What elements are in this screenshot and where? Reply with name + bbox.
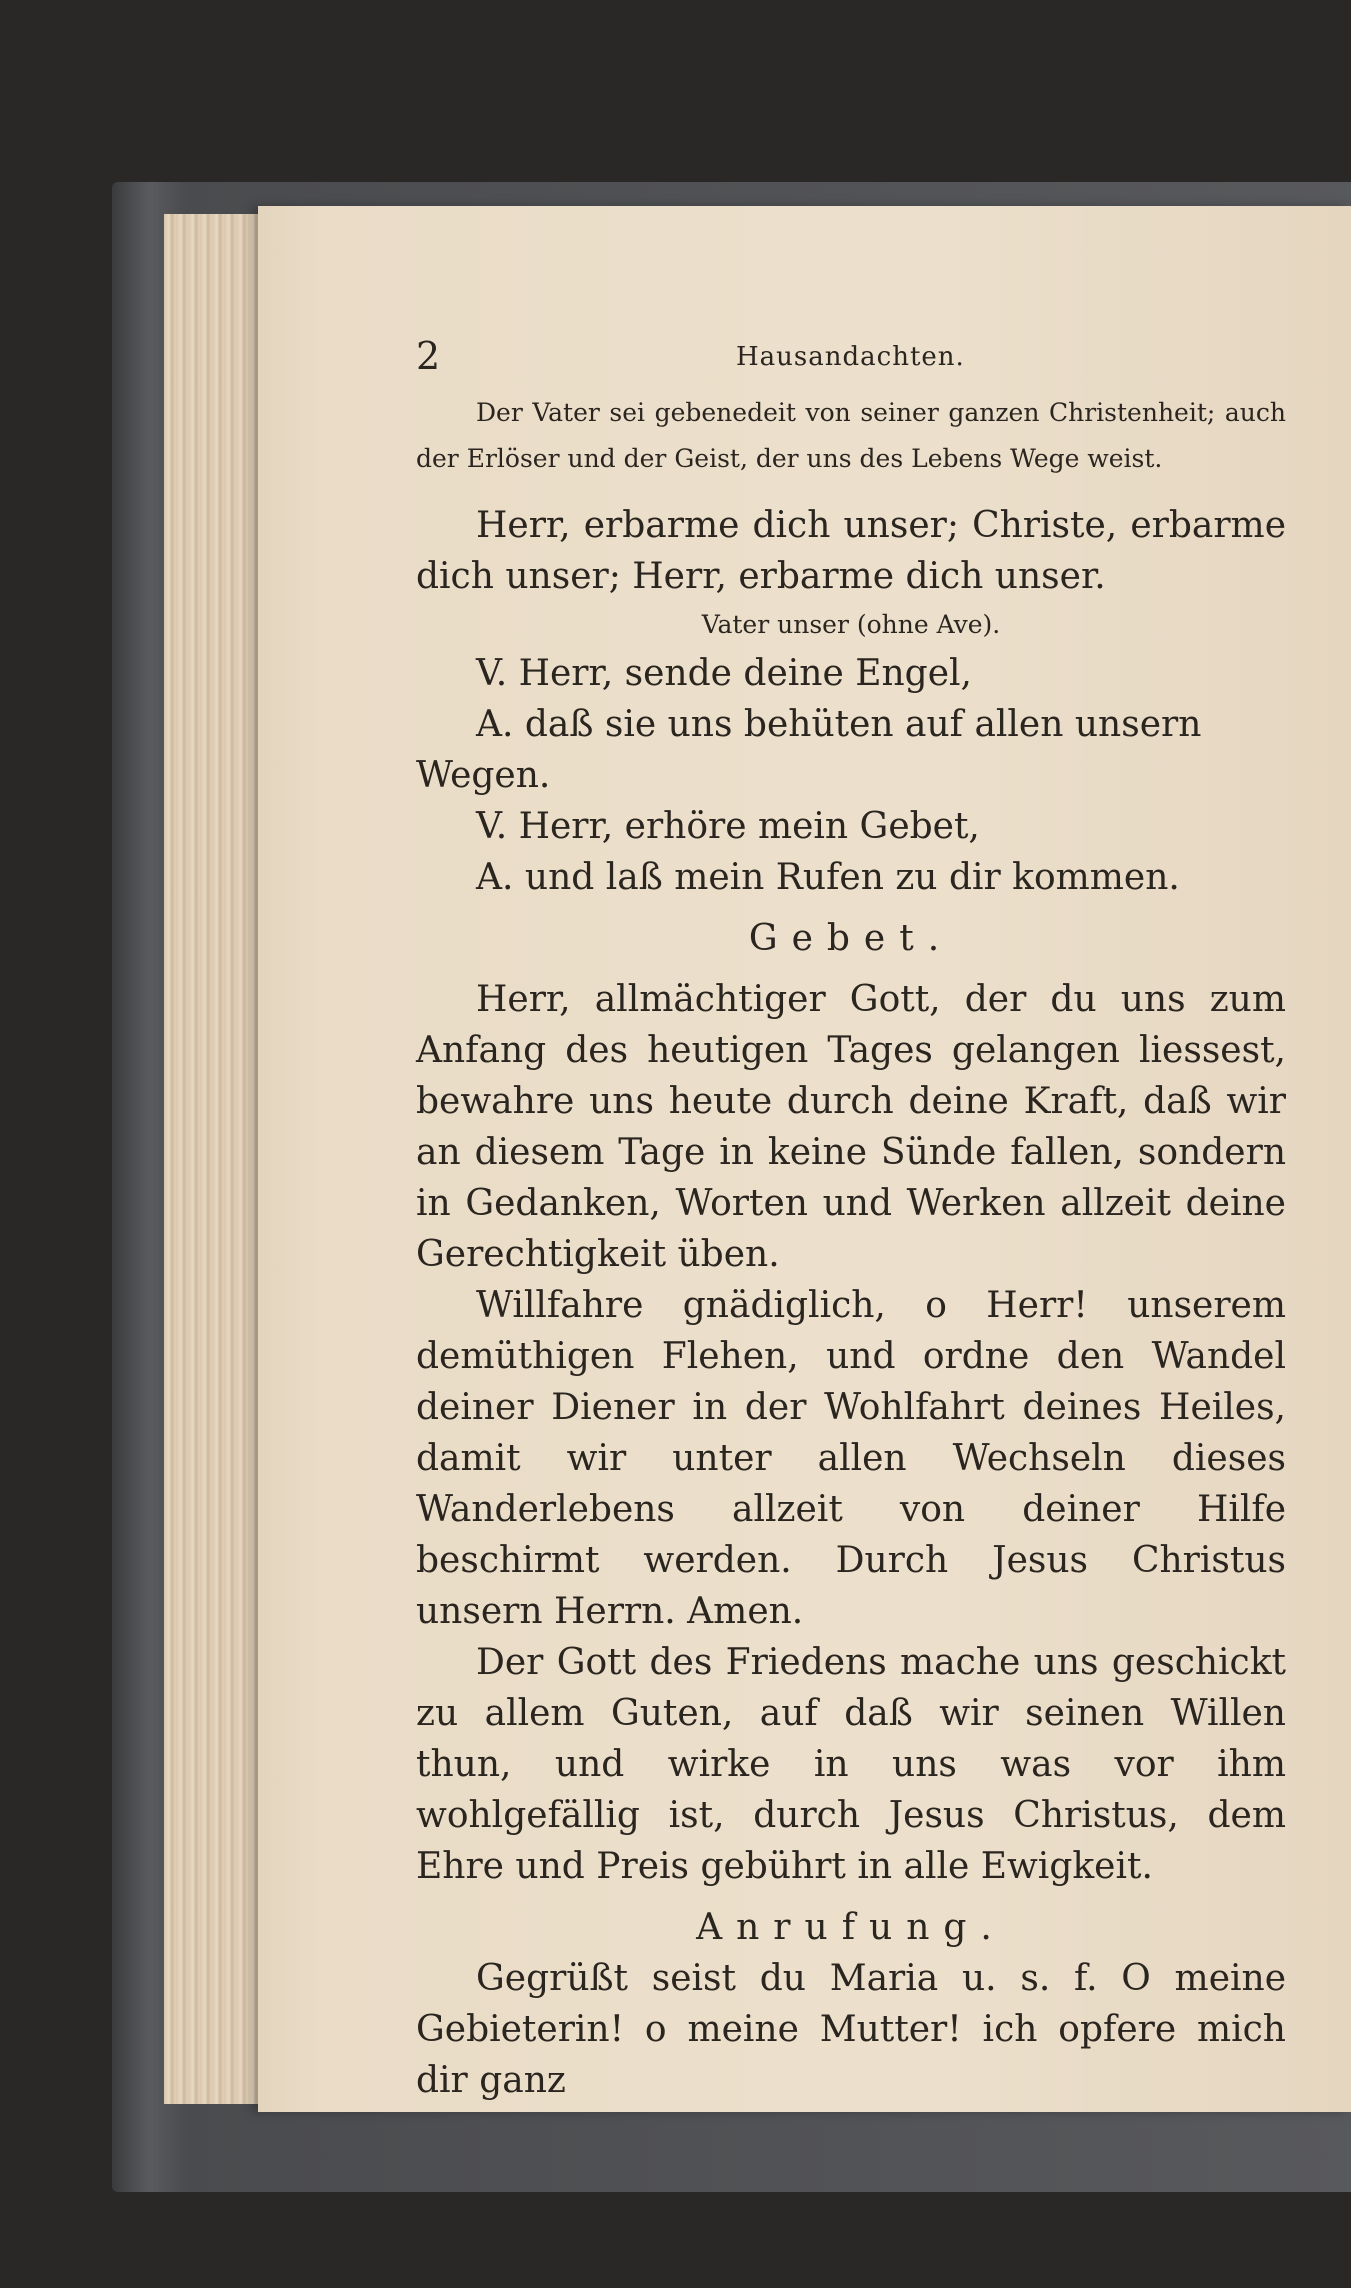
pater-noster-note: Vater unser (ohne Ave). xyxy=(701,610,1001,639)
prayer-paragraph-1: Herr, allmächtiger Gott, der du uns zum Anfang des heutigen Tages gelangen liessest, bewahre uns heute durch deine Kraft, daß wir an diesem Tage in keine Sünde fallen, sondern in Gedanken, Worten und Werken allzeit deine Gerechtigkeit üben. xyxy=(416,979,1286,1275)
heading-anrufung: Anrufung. xyxy=(696,1907,1006,1948)
page-text xyxy=(416,330,1286,2106)
response-1: A. daß sie uns behüten auf allen unsern Wegen. xyxy=(416,704,1202,796)
prayer-paragraph-3: Der Gott des Friedens mache uns geschickt zu allem Guten, auf daß wir seinen Willen thun, und wirke in uns was vor ihm wohlgefällig ist, durch Jesus Christus, dem Ehre und Preis gebührt in alle Ewigkeit. xyxy=(416,1642,1286,1887)
page-header xyxy=(416,330,1286,390)
versicle-2: V. Herr, erhöre mein Gebet, xyxy=(476,806,980,847)
running-title: Hausandachten. xyxy=(736,342,965,372)
invocation-paragraph: Gegrüßt seist du Maria u. s. f. O meine Gebieterin! o meine Mutter! ich opfere mich dir ganz xyxy=(416,1958,1286,2101)
kyrie: Herr, erbarme dich unser; Christe, erbarme dich unser; Herr, erbarme dich unser. xyxy=(416,505,1286,597)
response-2: A. und laß mein Rufen zu dir kommen. xyxy=(476,857,1180,898)
page-number: 2 xyxy=(416,334,441,378)
heading-gebet: Gebet. xyxy=(748,918,954,959)
doxology: Der Vater sei gebenedeit von seiner ganzen Christenheit; auch der Erlöser und der Geist, der uns des Lebens Wege weist. xyxy=(416,398,1286,473)
versicle-1: V. Herr, sende deine Engel, xyxy=(476,653,972,694)
prayer-paragraph-2: Willfahre gnädiglich, o Herr! unserem demüthigen Flehen, und ordne den Wandel deiner Diener in der Wohlfahrt deines Heiles, damit wir unter allen Wechseln dieses Wanderlebens allzeit von deiner Hilfe beschirmt werden. Durch Jesus Christus unsern Herrn. Amen. xyxy=(416,1285,1286,1632)
